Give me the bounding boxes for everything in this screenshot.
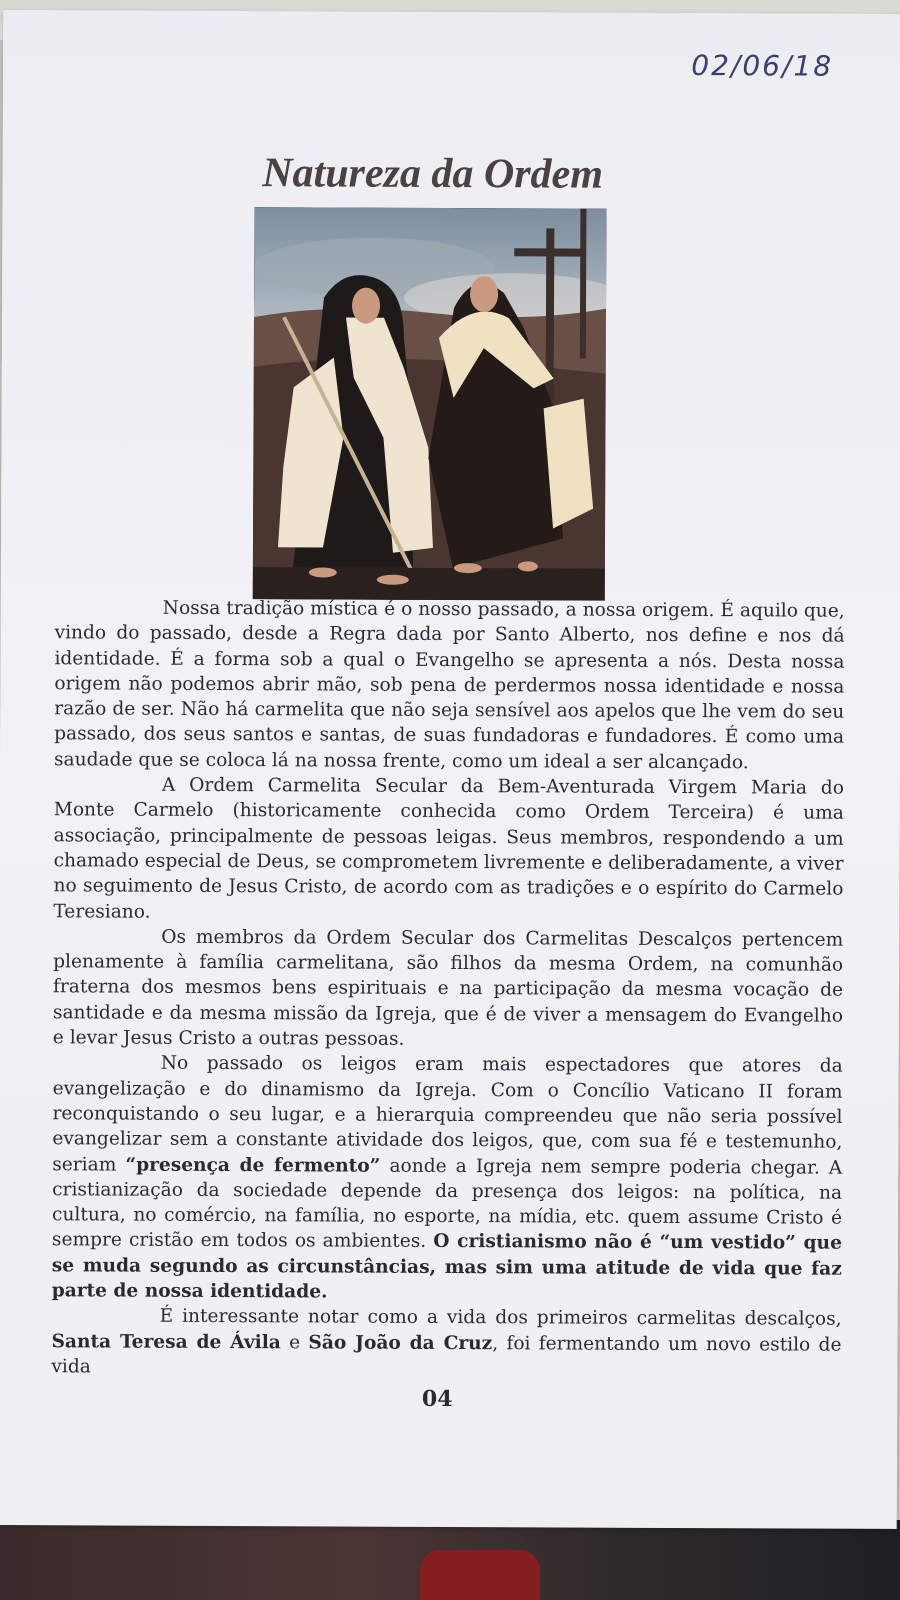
- saint-name: São João da Cruz: [308, 1331, 493, 1354]
- saint-name: Santa Teresa de Ávila: [51, 1330, 281, 1353]
- bold-sentence: O cristianismo não é “um vestido” que se muda segundo as circunstâncias, mas sim uma atitude de vida que faz parte de nossa identidade.: [51, 1231, 842, 1303]
- body-text: [51, 595, 844, 1383]
- bold-phrase: “presença de fermento”: [125, 1154, 381, 1177]
- document-page: [0, 10, 900, 1529]
- paragraph-3: Os membros da Ordem Secular dos Carmelitas Descalços pertencem plenamente à família carmelitana, são filhos da mesma Ordem, na comunhão fraterna dos mesmos bens espirituais e na participação da mesma vocação de santidade e da mesma missão da Igreja, que é de viver a mensagem do Evangelho e levar Jesus Cristo a outras pessoas.: [52, 926, 844, 1050]
- paragraph-4: No passado os leigos eram mais espectadores que atores da evangelização e do dinamismo da Igreja. Com o Concílio Vaticano II foram reconquistando o seu lugar, e a hierarquia compreendeu que não seria possível evangelizar sem a constante atividade dos leigos, que, com sua fé e testemunho, seriam “presença de fermento” aonde a Igreja nem sempre poderia chegar. A cristianização da sociedade depende da presença dos leigos: na política, na cultura, no comércio, na família, no esporte, na mídia, etc. quem assume Cristo é sempre cristão em todos os ambientes. O cristianismo não é “um vestido” que se muda segundo as circunstâncias, mas sim uma atitude de vida que faz parte de nossa identidade.: [51, 1053, 843, 1303]
- page-number: 04: [421, 1385, 453, 1413]
- paragraph-1: Nossa tradição mística é o nosso passado, a nossa origem. É aquilo que, vindo do passado, desde a Regra dada por Santo Alberto, nos define e nos dá identidade. É a forma sob a qual o Evangelho se apresenta a nós. Desta nossa origem não podemos abrir mão, sob pena de perdermos nossa identidade e nossa razão de ser. Não há carmelita que não seja sensível aos apelos que lhe vem do seu passado, dos seus santos e santas, de suas fundadoras e fundadores. É como uma saudade que se coloca lá na nossa frente, como um ideal a ser alcançado.: [53, 597, 845, 774]
- paragraph-2: A Ordem Carmelita Secular da Bem-Aventurada Virgem Maria do Monte Carmelo (historicamente conhecida como Ordem Terceira) é uma associação, principalmente de pessoas leigas. Seus membros, respondendo a um chamado especial de Deus, se comprometem livremente e deliberadamente, a viver no seguimento de Jesus Cristo, de acordo com as tradições e o espírito do Carmelo Teresiano.: [53, 774, 844, 923]
- carmelite-saints-painting: [253, 207, 607, 601]
- paragraph-5: É interessante notar como a vida dos primeiros carmelitas descalços, Santa Teresa de Ávila e São João da Cruz, foi fermentando um novo estilo de vida: [51, 1306, 842, 1378]
- table-surface: [0, 1520, 900, 1600]
- page-title: Natureza da Ordem: [262, 150, 604, 198]
- handwritten-date: 02/06/18: [691, 49, 834, 83]
